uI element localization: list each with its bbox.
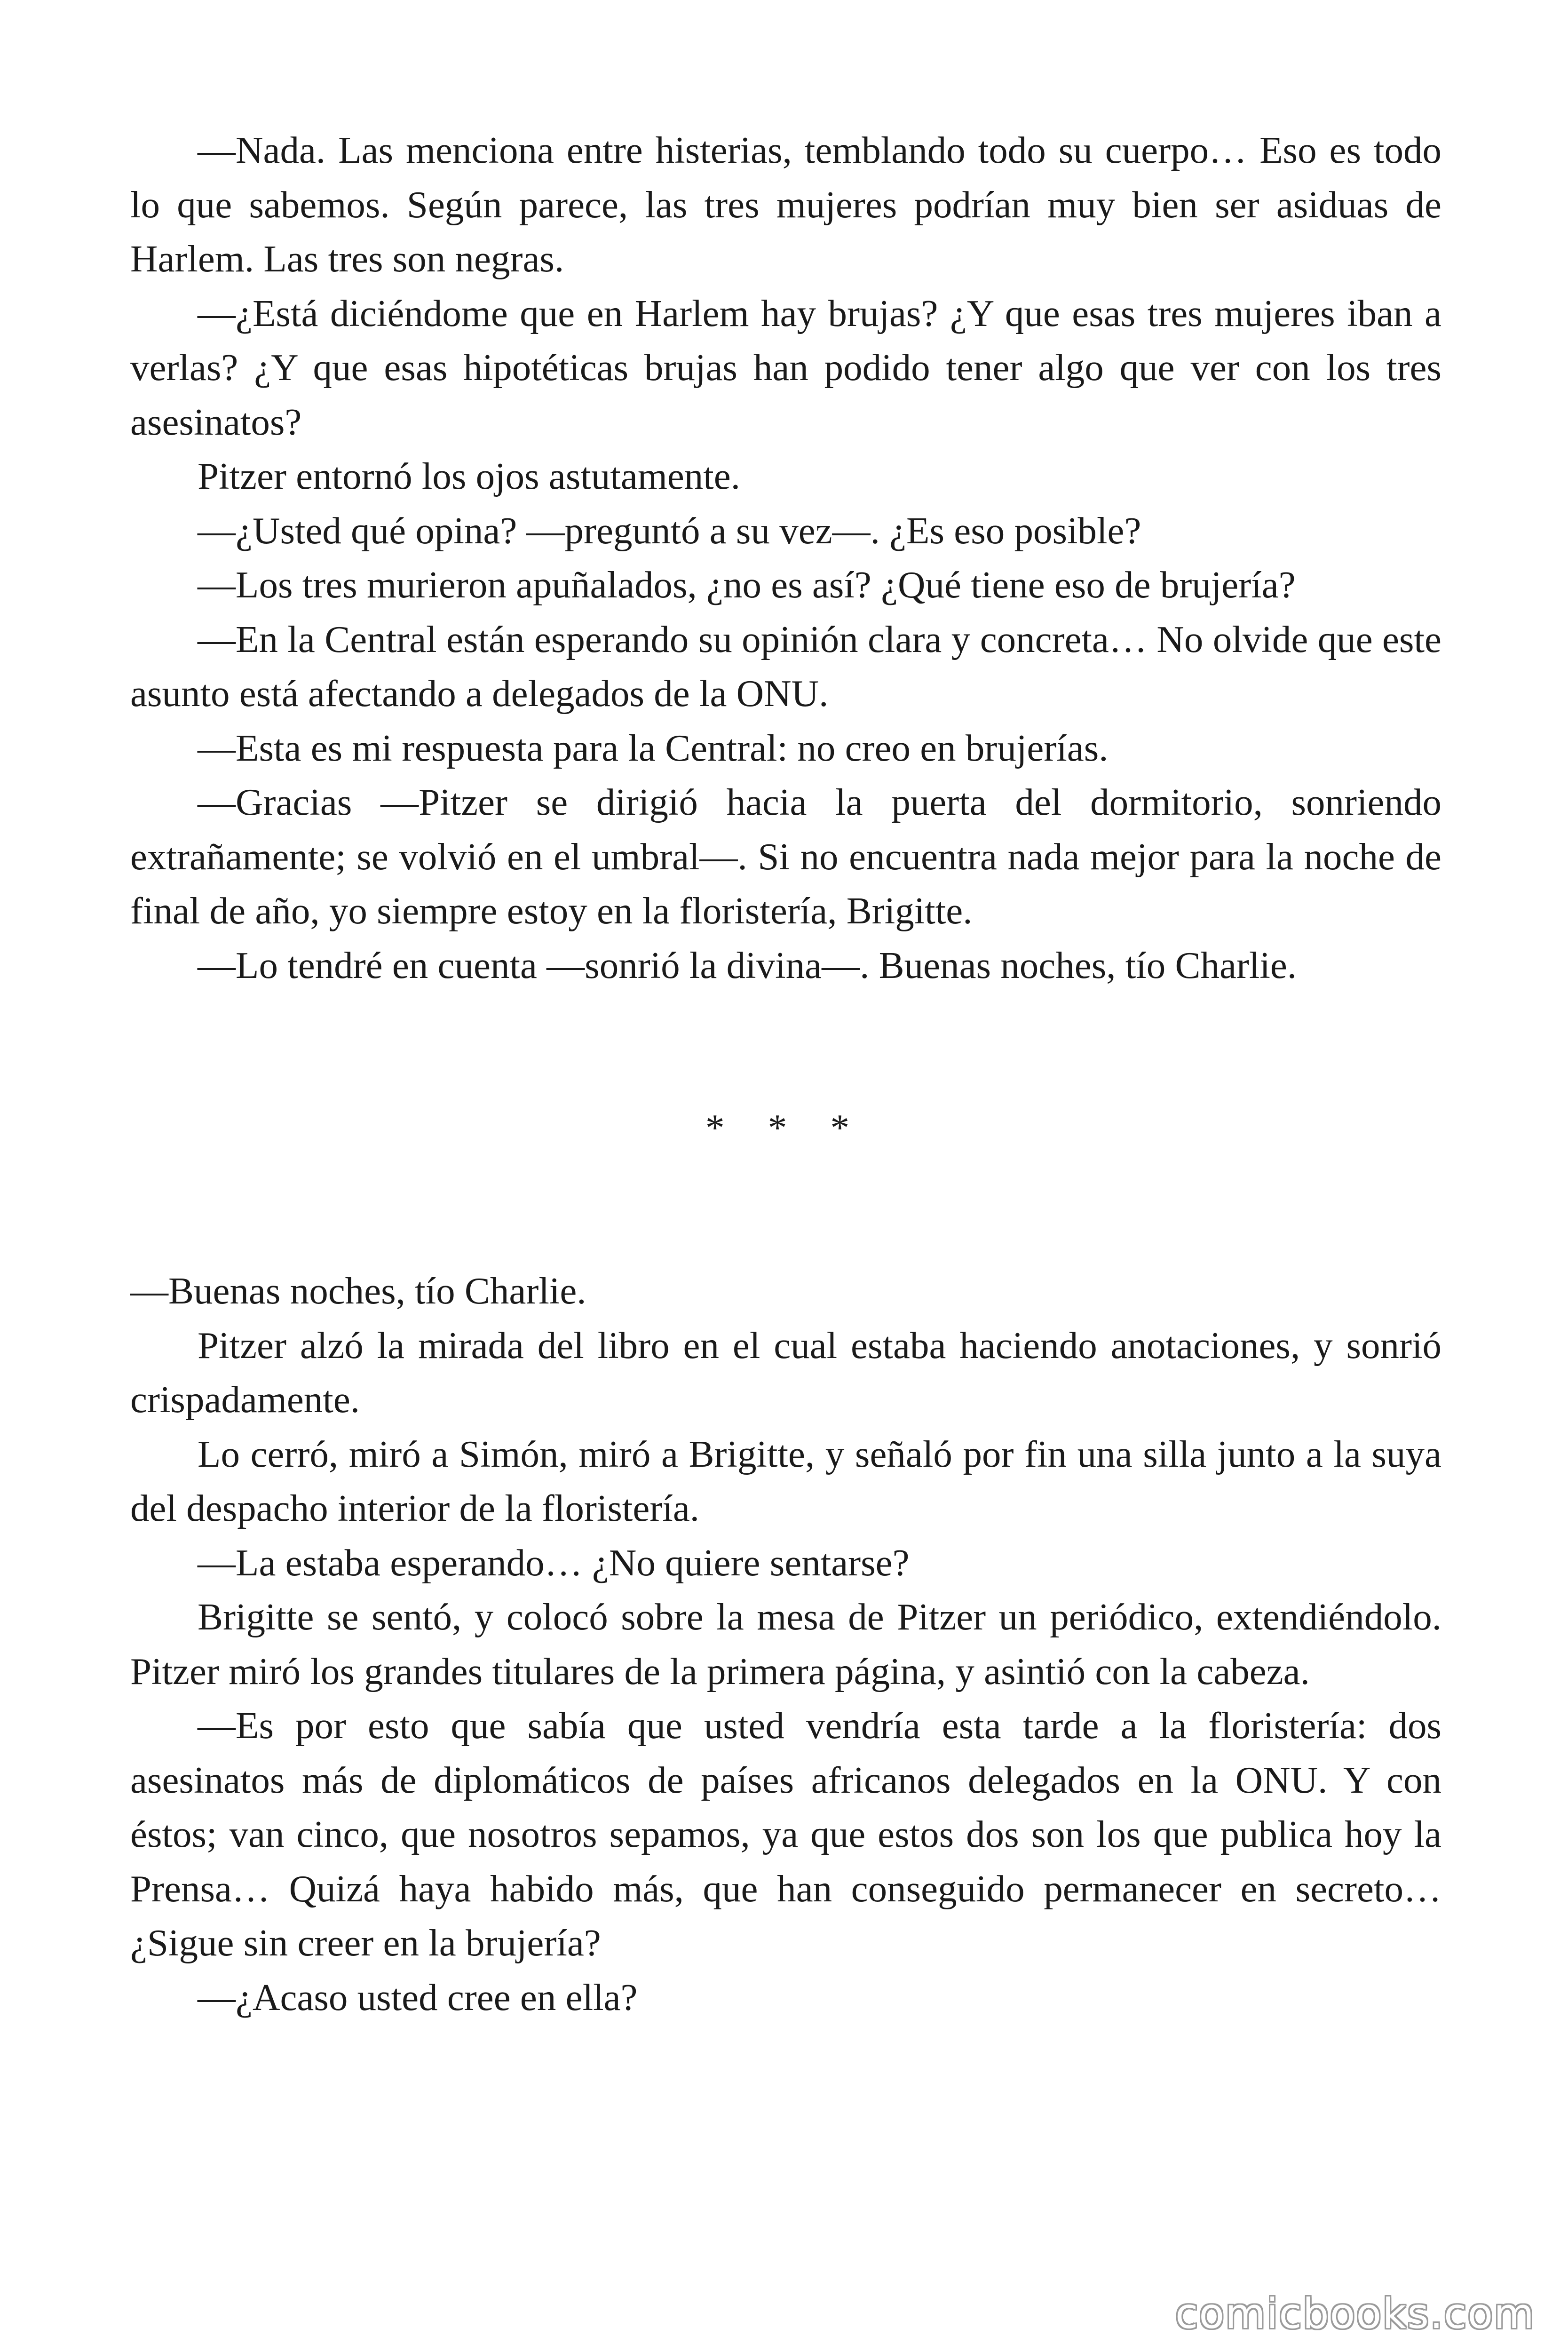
paragraph: —Lo tendré en cuenta —sonrió la divina—. Buenas noches, tío Charlie.: [198, 944, 1297, 986]
paragraph: —Es por esto que sabía que usted vendría esta tarde a la floristería: dos asesinatos más de diplomáticos de países africanos delegados en la ONU. Y con éstos; van cinco, que nosotros sepamos, ya que estos dos son los que publica hoy la Prensa… Quizá haya habido más, que han conseguido permanecer en secreto… ¿Sigue sin creer en la brujería?: [130, 1704, 1441, 1964]
watermark: comicbooks.com: [1175, 2289, 1535, 2338]
paragraph: —En la Central están esperando su opinión clara y concreta… No olvide que este asunto está afectando a delegados de la ONU.: [130, 618, 1441, 715]
paragraph: Pitzer alzó la mirada del libro en el cual estaba haciendo anotaciones, y sonrió crispadamente.: [130, 1324, 1441, 1421]
paragraph: —Los tres murieron apuñalados, ¿no es así? ¿Qué tiene eso de brujería?: [198, 564, 1296, 606]
paragraph: —¿Acaso usted cree en ella?: [198, 1976, 638, 2018]
paragraph: —Gracias —Pitzer se dirigió hacia la puerta del dormitorio, sonriendo extrañamente; se volvió en el umbral—. Si no encuentra nada mejor para la noche de final de año, yo siempre estoy en la floristería, Brigitte.: [130, 781, 1441, 932]
paragraph: —¿Está diciéndome que en Harlem hay brujas? ¿Y que esas tres mujeres iban a verlas? ¿Y que esas hipotéticas brujas han podido tener algo que ver con los tres asesinatos?: [130, 292, 1441, 443]
book-page: [130, 123, 1441, 2025]
scene-break: [130, 993, 1441, 1264]
paragraph: —¿Usted qué opina? —preguntó a su vez—. ¿Es eso posible?: [198, 509, 1141, 552]
scene-break-stars: * * *: [705, 1106, 866, 1149]
paragraph: Lo cerró, miró a Simón, miró a Brigitte, y señaló por fin una silla junto a la suya del despacho interior de la floristería.: [130, 1432, 1441, 1529]
paragraph: —Nada. Las menciona entre histerias, temblando todo su cuerpo… Eso es todo lo que sabemos. Según parece, las tres mujeres podrían muy bien ser asiduas de Harlem. Las tres son negras.: [130, 129, 1441, 280]
paragraph: —La estaba esperando… ¿No quiere sentarse?: [198, 1541, 910, 1584]
paragraph: Pitzer entornó los ojos astutamente.: [198, 455, 741, 497]
paragraph: Brigitte se sentó, y colocó sobre la mesa de Pitzer un periódico, extendiéndolo. Pitzer miró los grandes titulares de la primera página, y asintió con la cabeza.: [130, 1596, 1441, 1692]
paragraph: —Buenas noches, tío Charlie.: [130, 1270, 586, 1312]
paragraph: —Esta es mi respuesta para la Central: no creo en brujerías.: [198, 726, 1109, 769]
